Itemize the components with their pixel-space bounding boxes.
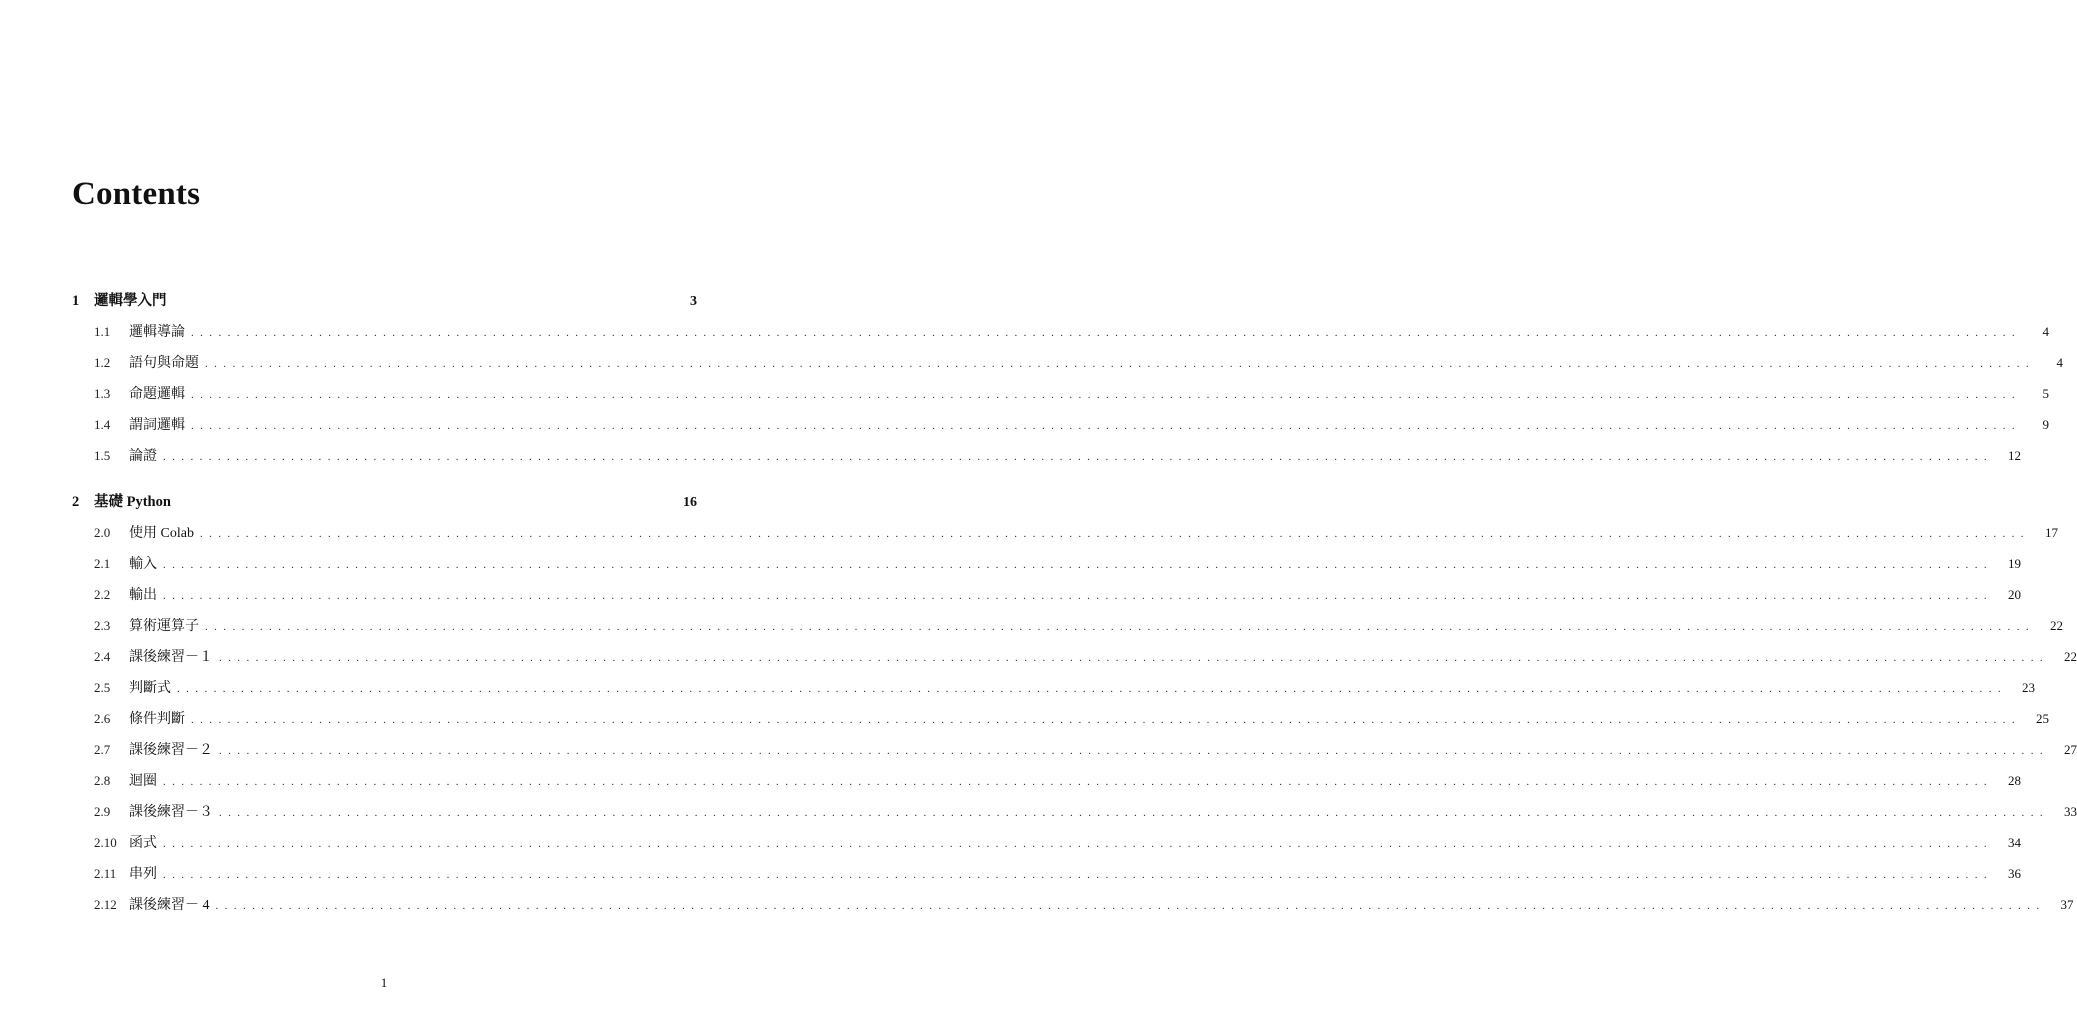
- section-page-number: 20: [2008, 587, 2021, 602]
- section-number: 2.10: [94, 835, 117, 850]
- section-number: 2.5: [94, 680, 111, 695]
- section-title: 論證: [129, 449, 157, 464]
- section-title: 串列: [129, 867, 157, 882]
- section-number: 2.0: [94, 525, 111, 540]
- section-page-number: 37: [2060, 897, 2074, 912]
- toc-section-2-4[interactable]: [72, 646, 2077, 668]
- section-number: 1.1: [94, 324, 111, 339]
- toc-section-2-3[interactable]: [72, 615, 2063, 637]
- section-page-number: 22: [2064, 649, 2077, 664]
- section-title: 輸出: [129, 588, 157, 603]
- chapter-number: 1: [72, 293, 80, 309]
- section-title: 函式: [129, 836, 157, 851]
- toc-section-2-5[interactable]: [72, 677, 2035, 699]
- dot-leader: ........................................................................................................................................................................................................: [191, 327, 2021, 339]
- section-number: 2.8: [94, 773, 111, 788]
- section-title: 課後練習－２: [129, 743, 213, 758]
- section-page-number: 19: [2008, 556, 2021, 571]
- section-title: 判斷式: [129, 681, 171, 696]
- toc-section-1-5[interactable]: [72, 445, 2021, 467]
- page-number: 1: [380, 975, 388, 990]
- section-page-number: 33: [2064, 804, 2077, 819]
- section-number: 2.7: [94, 742, 111, 757]
- section-page-number: 34: [2008, 835, 2021, 850]
- section-number: 2.2: [94, 587, 111, 602]
- section-page-number: 12: [2008, 448, 2021, 463]
- dot-leader: ........................................................................................................................................................................................................: [163, 590, 1993, 602]
- section-page-number: 5: [2042, 386, 2049, 401]
- section-number: 1.2: [94, 355, 111, 370]
- section-number: 1.4: [94, 417, 111, 432]
- section-number: 1.5: [94, 448, 111, 463]
- chapter-title: 基礎 Python: [94, 494, 171, 510]
- dot-leader: ........................................................................................................................................................................................................: [191, 389, 2021, 401]
- toc-chapter-1[interactable]: [72, 290, 697, 312]
- page-title: Contents: [72, 176, 201, 212]
- section-number: 2.6: [94, 711, 111, 726]
- toc-chapter-2[interactable]: [72, 491, 697, 513]
- section-page-number: 4: [2042, 324, 2049, 339]
- toc-section-2-11[interactable]: [72, 863, 2021, 885]
- section-page-number: 17: [2044, 525, 2058, 540]
- section-title: 輸入: [129, 557, 157, 572]
- dot-leader: ........................................................................................................................................................................................................: [177, 683, 2007, 695]
- dot-leader: ........................................................................................................................................................................................................: [163, 451, 1993, 463]
- toc-section-2-0[interactable]: [72, 522, 2058, 544]
- toc-section-2-6[interactable]: [72, 708, 2049, 730]
- section-title: 謂詞邏輯: [129, 418, 185, 433]
- chapter-page-number: 16: [683, 495, 697, 510]
- section-page-number: 28: [2008, 773, 2021, 788]
- toc-section-2-9[interactable]: [72, 801, 2077, 823]
- section-title: 命題邏輯: [129, 387, 185, 402]
- toc-section-2-10[interactable]: [72, 832, 2021, 854]
- dot-leader: ........................................................................................................................................................................................................: [215, 900, 2046, 912]
- toc-section-2-7[interactable]: [72, 739, 2077, 761]
- section-title: 使用 Colab: [129, 526, 194, 541]
- dot-leader: ........................................................................................................................................................................................................: [219, 745, 2049, 757]
- section-title: 語句與命題: [129, 356, 199, 371]
- chapter-title: 邏輯學入門: [94, 293, 167, 309]
- dot-leader: ........................................................................................................................................................................................................: [163, 838, 1993, 850]
- section-title: 課後練習－ 4: [129, 898, 210, 913]
- dot-leader: ........................................................................................................................................................................................................: [163, 776, 1993, 788]
- section-number: 2.4: [94, 649, 111, 664]
- toc-section-2-8[interactable]: [72, 770, 2021, 792]
- dot-leader: ........................................................................................................................................................................................................: [205, 621, 2035, 633]
- dot-leader: ........................................................................................................................................................................................................: [163, 559, 1993, 571]
- section-number: 2.3: [94, 618, 111, 633]
- section-number: 2.11: [94, 866, 117, 881]
- chapter-number: 2: [72, 494, 80, 510]
- toc-section-1-1[interactable]: [72, 321, 2049, 343]
- dot-leader: ........................................................................................................................................................................................................: [205, 358, 2035, 370]
- section-title: 算術運算子: [129, 619, 199, 634]
- toc-section-2-2[interactable]: [72, 584, 2021, 606]
- section-title: 課後練習－３: [129, 805, 213, 820]
- section-page-number: 23: [2022, 680, 2035, 695]
- section-page-number: 4: [2056, 355, 2063, 370]
- chapter-page-number: 3: [690, 294, 697, 309]
- section-title: 邏輯導論: [129, 325, 185, 340]
- dot-leader: ........................................................................................................................................................................................................: [191, 714, 2021, 726]
- section-title: 條件判斷: [129, 712, 185, 727]
- section-page-number: 9: [2042, 417, 2049, 432]
- section-page-number: 27: [2064, 742, 2077, 757]
- dot-leader: ........................................................................................................................................................................................................: [219, 652, 2049, 664]
- toc-section-1-2[interactable]: [72, 352, 2063, 374]
- section-number: 2.12: [94, 897, 117, 912]
- section-title: 課後練習－１: [129, 650, 213, 665]
- section-page-number: 22: [2050, 618, 2063, 633]
- section-number: 2.9: [94, 804, 111, 819]
- toc-section-1-4[interactable]: [72, 414, 2049, 436]
- section-title: 迴圈: [129, 774, 157, 789]
- section-page-number: 36: [2008, 866, 2021, 881]
- dot-leader: ........................................................................................................................................................................................................: [219, 807, 2049, 819]
- section-page-number: 25: [2036, 711, 2049, 726]
- toc-section-2-1[interactable]: [72, 553, 2021, 575]
- toc-section-2-12[interactable]: [72, 894, 2074, 916]
- section-number: 1.3: [94, 386, 111, 401]
- toc-section-1-3[interactable]: [72, 383, 2049, 405]
- dot-leader: ........................................................................................................................................................................................................: [163, 869, 1993, 881]
- dot-leader: ........................................................................................................................................................................................................: [199, 528, 2030, 540]
- dot-leader: ........................................................................................................................................................................................................: [191, 420, 2021, 432]
- section-number: 2.1: [94, 556, 111, 571]
